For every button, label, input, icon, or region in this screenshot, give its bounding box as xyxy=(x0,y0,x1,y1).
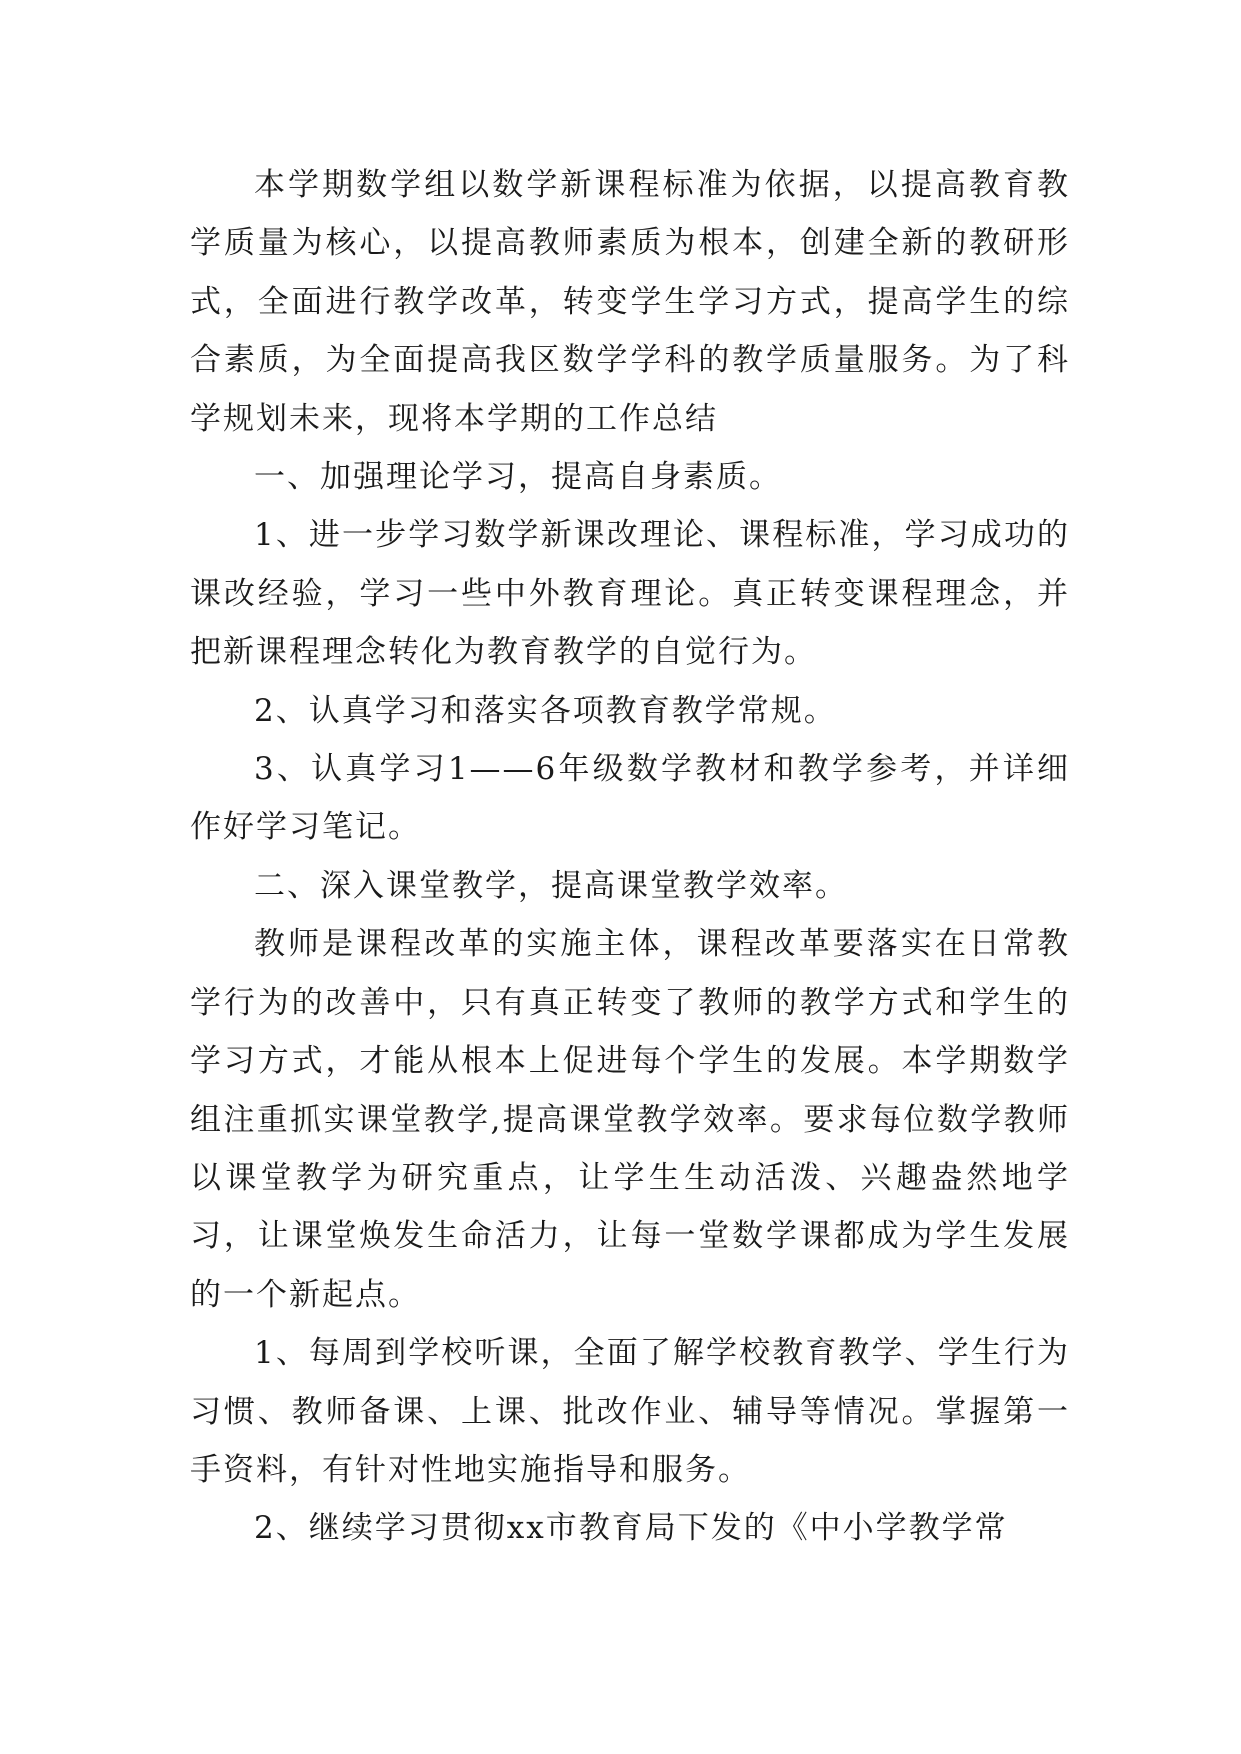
section-heading-1: 一、加强理论学习，提高自身素质。 xyxy=(254,459,782,496)
section-1-item-2: 2、认真学习和落实各项教育教学常规。 xyxy=(254,692,837,729)
intro-paragraph: 本学期数学组以数学新课程标准为依据，以提高教育教学质量为核心，以提高教师素质为根本，创建全新的教研形式，全面进行教学改革，转变学生学习方式，提高学生的综合素质，为全面提高我区数学学科的教学质量服务。为了科学规划未来，现将本学期的工作总结 xyxy=(190,167,1070,437)
section-1-item-1: 1、进一步学习数学新课改理论、课程标准，学习成功的课改经验，学习一些中外教育理论。真正转变课程理念，并把新课程理念转化为教育教学的自觉行为。 xyxy=(190,517,1070,671)
section-1-item-3: 3、认真学习1——6年级数学教材和教学参考，并详细作好学习笔记。 xyxy=(190,751,1070,846)
document-body xyxy=(190,156,1070,1558)
section-2-item-2: 2、继续学习贯彻xx市教育局下发的《中小学教学常 xyxy=(254,1510,1008,1547)
section-heading-2: 二、深入课堂教学，提高课堂教学效率。 xyxy=(254,867,848,904)
section-2-item-1: 1、每周到学校听课，全面了解学校教育教学、学生行为习惯、教师备课、上课、批改作业、辅导等情况。掌握第一手资料，有针对性地实施指导和服务。 xyxy=(190,1335,1070,1488)
section-2-paragraph: 教师是课程改革的实施主体，课程改革要落实在日常教学行为的改善中，只有真正转变了教师的教学方式和学生的学习方式，才能从根本上促进每个学生的发展。本学期数学组注重抓实课堂教学,提高课堂教学效率。要求每位数学教师以课堂教学为研究重点，让学生生动活泼、兴趣盎然地学习，让课堂焕发生命活力，让每一堂数学课都成为学生发展的一个新起点。 xyxy=(190,926,1070,1313)
